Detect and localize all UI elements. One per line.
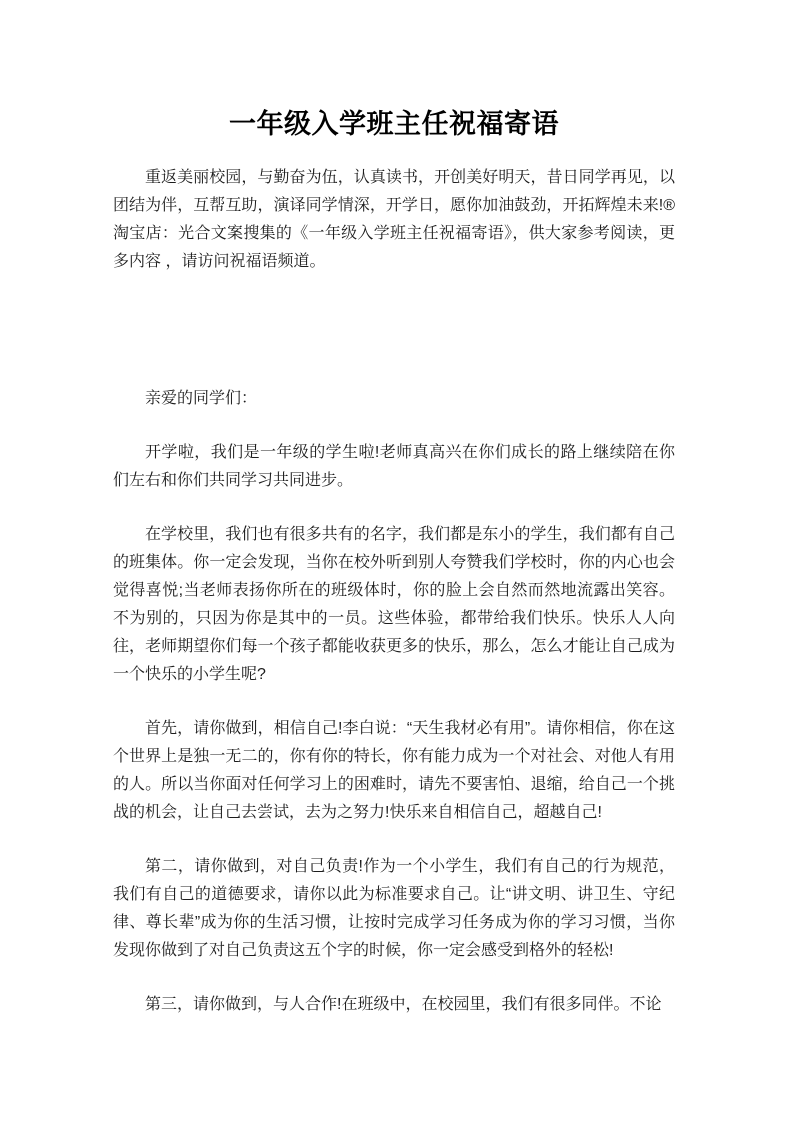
body-paragraph-opening: 开学啦，我们是一年级的学生啦!老师真高兴在你们成长的路上继续陪在你们左右和你们共同学习共同进步。 (113, 444, 675, 489)
body-paragraph-third-truncated: 第三，请你做到，与人合作!在班级中，在校园里，我们有很多同伴。不论 (145, 996, 662, 1013)
body-paragraph-second: 第二，请你做到，对自己负责!作为一个小学生，我们有自己的行为规范，我们有自己的道德要求，请你以此为标准要求自己。让“讲文明、讲卫生、守纪律、尊长辈”成为你的生活习惯，让按时完成学习任务成为你的学习习惯，当你发现你做到了对自己负责这五个字的时候，你一定会感受到格外的轻松! (113, 858, 675, 959)
body-paragraph-school: 在学校里，我们也有很多共有的名字，我们都是东小的学生，我们都有自己的班集体。你一定会发现，当你在校外听到别人夸赞我们学校时，你的内心也会觉得喜悦;当老师表扬你所在的班级体时，你的脸上会自然而然地流露出笑容。不为别的，只因为你是其中的一员。这些体验，都带给我们快乐。快乐人人向往，老师期望你们每一个孩子都能收获更多的快乐，那么，怎么才能让自己成为一个快乐的小学生呢? (113, 526, 675, 683)
body-paragraph-first: 首先，请你做到，相信自己!李白说：“天生我材必有用”。请你相信，你在这个世界上是独一无二的，你有你的特长，你有能力成为一个对社会、对他人有用的人。所以当你面对任何学习上的困难时，请先不要害怕、退缩，给自己一个挑战的机会，让自己去尝试，去为之努力!快乐来自相信自己，超越自己! (113, 720, 675, 821)
document-title: 一年级入学班主任祝福寄语 (229, 109, 559, 139)
intro-paragraph: 重返美丽校园，与勤奋为伍，认真读书，开创美好明天，昔日同学再见，以团结为伴，互帮互助，演译同学情深，开学日，愿你加油鼓劲，开拓辉煌未来!®淘宝店：光合文案搜集的《一年级入学班主任祝福寄语》，供大家参考阅读，更多内容 ，请访问祝福语频道。 (113, 169, 675, 270)
greeting-line: 亲爱的同学们： (145, 390, 258, 407)
